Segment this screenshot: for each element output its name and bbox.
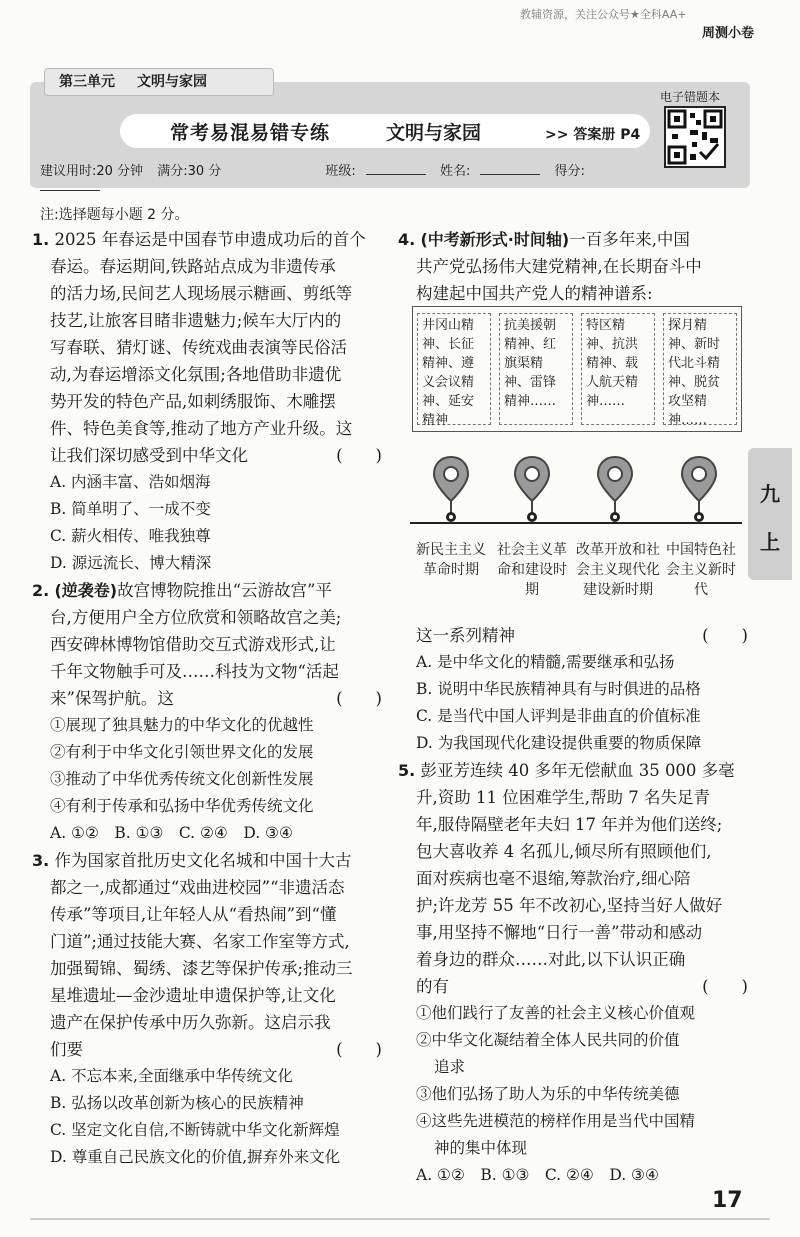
spirit-box: 探月精神、新时代北斗精神、脱贫攻坚精神…… [663,313,737,425]
q5-options[interactable]: A. ①② B. ①③ C. ②④ D. ③④ [416,1166,659,1184]
q1-line: 写春联、猜灯谜、传统戏曲表演等民俗活 [50,338,347,357]
unit-number: 第三单元 [59,74,115,90]
q5-line: 升,资助 11 位困难学生,帮助 7 名失足青 [416,788,710,807]
period-label: 新民主主义革命时期 [416,542,486,578]
q1-line: 让我们深切感受到中华文化 [50,446,248,465]
q5-line: 着身边的群众……对此,以下认识正确 [416,950,686,969]
q4-line: 共产党弘扬伟大建党精神,在长期奋斗中 [416,257,702,276]
promo-note: 教辅资源，关注公众号★全科AA+ [520,8,687,21]
q3-line: 星堆遗址—金沙遗址申遗保护等,让文化 [50,986,336,1005]
question-3 [32,847,382,1171]
q5-line: 的有 [416,977,449,996]
unit-name: 文明与家园 [137,74,207,90]
q1-line: 春运。春运期间,铁路站点成为非遗传承 [50,257,336,276]
q2-line: 台,方便用户全方位欣赏和领略故宫之美; [50,608,342,627]
unit-tab [44,68,274,96]
spirit-box: 井冈山精神、长征精神、遵义会议精神、延安精神 [417,313,491,425]
term-char: 上 [760,530,780,554]
qr-code-icon[interactable] [664,106,726,168]
q5-statement: ②中华文化凝结着全体人民共同的价值 [416,1031,680,1049]
timeline-axis [410,522,742,524]
q1-line: 技艺,让旅客目睹非遗魅力;候车大厅内的 [50,311,342,330]
q3-answer-paren[interactable]: ( ) [336,1040,382,1059]
qr-label: 电子错题本 [660,90,721,104]
q3-line: 都之一,成都通过“戏曲进校园”“非遗活态 [50,878,345,897]
q3-line: 门道”;通过技能大赛、名家工作室等方式, [50,932,350,951]
q2-statement: ①展现了独具魅力的中华文化的优越性 [50,716,314,734]
q1-line: 势开发的特色产品,如刺绣服饰、木雕摆 [50,392,336,411]
score-blank[interactable] [40,179,100,191]
name-label: 姓名: [439,164,471,179]
q1-line: 件、特色美食等,推动了地方产业升级。这 [50,419,353,438]
q4-line: 一百多年来,中国 [569,230,690,249]
period-label: 社会主义革命和建设时期 [497,542,567,598]
answer-reference: >> 答案册 P4 [545,127,641,143]
q5-statement: ④这些先进模范的榜样作用是当代中国精 [416,1112,696,1130]
question-2 [32,577,382,847]
q2-answer-paren[interactable]: ( ) [336,689,382,708]
q5-statement: 神的集中体现 [434,1139,528,1157]
q2-line: 千年文物触手可及……科技为文物“活起 [50,662,339,681]
q4-tag: (中考新形式·时间轴) [420,230,570,249]
q3-line: 加强蜀锦、蜀绣、漆艺等保护传承;推动三 [50,959,353,978]
q3-option-d[interactable]: D. 尊重自己民族文化的价值,摒弃外来文化 [50,1148,341,1166]
q4-option-a[interactable]: A. 是中华文化的精髓,需要继承和弘扬 [416,653,675,671]
suggested-time: 建议用时:20 分钟 [40,164,144,179]
q4-answer-paren[interactable]: ( ) [702,626,748,645]
page-subtitle: 文明与家园 [386,122,482,144]
question-1 [32,226,382,577]
class-label: 班级: [325,164,356,179]
map-pin-icon [596,455,634,523]
q2-line: 来”保驾护航。这 [50,689,174,708]
full-score: 满分:30 分 [157,164,222,179]
q1-option-a[interactable]: A. 内涵丰富、浩如烟海 [50,473,211,491]
grade-char: 九 [760,482,780,506]
q4-number: 4. [398,230,416,249]
q5-line: 护;许龙芳 55 年不改初心,坚持当好人做好 [416,896,723,915]
page-bottom-rule [30,1218,770,1220]
q5-line: 彭亚芳连续 40 多年无偿献血 35 000 多毫 [420,761,735,780]
page-number: 17 [712,1188,743,1213]
score-label: 得分: [554,164,585,179]
q1-line: 动,为春运增添文化氛围;各地借助非遗优 [50,365,342,384]
info-row [40,160,660,195]
left-column [32,226,382,1171]
class-blank[interactable] [366,163,426,175]
q5-line: 包大喜收养 4 名孤儿,倾尽所有照顾他们, [416,842,712,861]
q3-option-b[interactable]: B. 弘扬以改革创新为核心的民族精神 [50,1094,304,1112]
map-pin-icon [432,455,470,523]
question-5 [398,757,748,1189]
q5-line: 年,服侍隔壁老年夫妇 17 年并为他们送终; [416,815,723,834]
q4-option-b[interactable]: B. 说明中华民族精神具有与时俱进的品格 [416,680,701,698]
right-column-top [398,226,748,307]
q1-answer-paren[interactable]: ( ) [336,446,382,465]
q1-number: 1. [32,230,50,249]
q2-statement: ③推动了中华优秀传统文化创新性发展 [50,770,314,788]
grade-side-tab-text [758,470,782,566]
q2-statement: ④有利于传承和弘扬中华优秀传统文化 [50,797,314,815]
q2-statement: ②有利于中华文化引领世界文化的发展 [50,743,314,761]
spirit-box-group [412,306,742,432]
q5-line: 面对疾病也毫不退缩,筹款治疗,细心陪 [416,869,691,888]
q1-option-c[interactable]: C. 薪火相传、唯我独尊 [50,527,211,545]
q3-line: 遗产在保护传承中历久弥新。这启示我 [50,1013,331,1032]
q5-statement: ③他们弘扬了助人为乐的中华传统美德 [416,1085,680,1103]
map-pin-icon [680,455,718,523]
spirit-box: 抗美援朝精神、红旗渠精神、雷锋精神…… [499,313,573,425]
q4-option-d[interactable]: D. 为我国现代化建设提供重要的物质保障 [416,734,702,752]
period-label: 中国特色社会主义新时代 [666,542,736,598]
q2-tag: (逆袭卷) [54,581,118,600]
spirit-box: 特区精神、抗洪精神、载人航天精神…… [581,313,655,425]
q1-option-d[interactable]: D. 源远流长、博大精深 [50,554,212,572]
right-column-bottom [398,622,748,1189]
q3-line: 作为国家首批历史文化名城和中国十大古 [54,851,352,870]
q4-line: 构建起中国共产党人的精神谱系: [416,284,653,303]
q5-statement: ①他们践行了友善的社会主义核心价值观 [416,1004,696,1022]
q3-line: 们要 [50,1040,83,1059]
q5-line: 事,用坚持不懈地“日行一善”带动和感动 [416,923,703,942]
q5-statement: 追求 [434,1058,466,1076]
note: 注:选择题每小题 2 分。 [40,207,189,223]
q3-number: 3. [32,851,50,870]
q2-line: 西安碑林博物馆借助交互式游戏形式,让 [50,635,336,654]
q2-options[interactable]: A. ①② B. ①③ C. ②④ D. ③④ [50,824,293,842]
period-label: 改革开放和社会主义现代化建设新时期 [576,542,660,598]
q2-line: 故宫博物院推出“云游故宫”平 [117,581,332,600]
q1-line: 的活力场,民间艺人现场展示糖画、剪纸等 [50,284,353,303]
q3-line: 传承”等项目,让年轻人从“看热闹”到“懂 [50,905,337,924]
q5-answer-paren[interactable]: ( ) [702,977,748,996]
q4-stem-end: 这一系列精神 [416,626,515,645]
weekly-quiz-tab: 周测小卷 [701,26,754,41]
q3-option-c[interactable]: C. 坚定文化自信,不断铸就中华文化新辉煌 [50,1121,340,1139]
page-title: 常考易混易错专练 [170,122,331,144]
q3-option-a[interactable]: A. 不忘本来,全面继承中华传统文化 [50,1067,293,1085]
map-pin-icon [513,455,551,523]
q1-option-b[interactable]: B. 简单明了、一成不变 [50,500,211,518]
q5-number: 5. [398,761,416,780]
q4-option-c[interactable]: C. 是当代中国人评判是非曲直的价值标准 [416,707,701,725]
q1-line: 2025 年春运是中国春节申遗成功后的首个 [54,230,366,249]
q2-number: 2. [32,581,50,600]
name-blank[interactable] [480,163,540,175]
